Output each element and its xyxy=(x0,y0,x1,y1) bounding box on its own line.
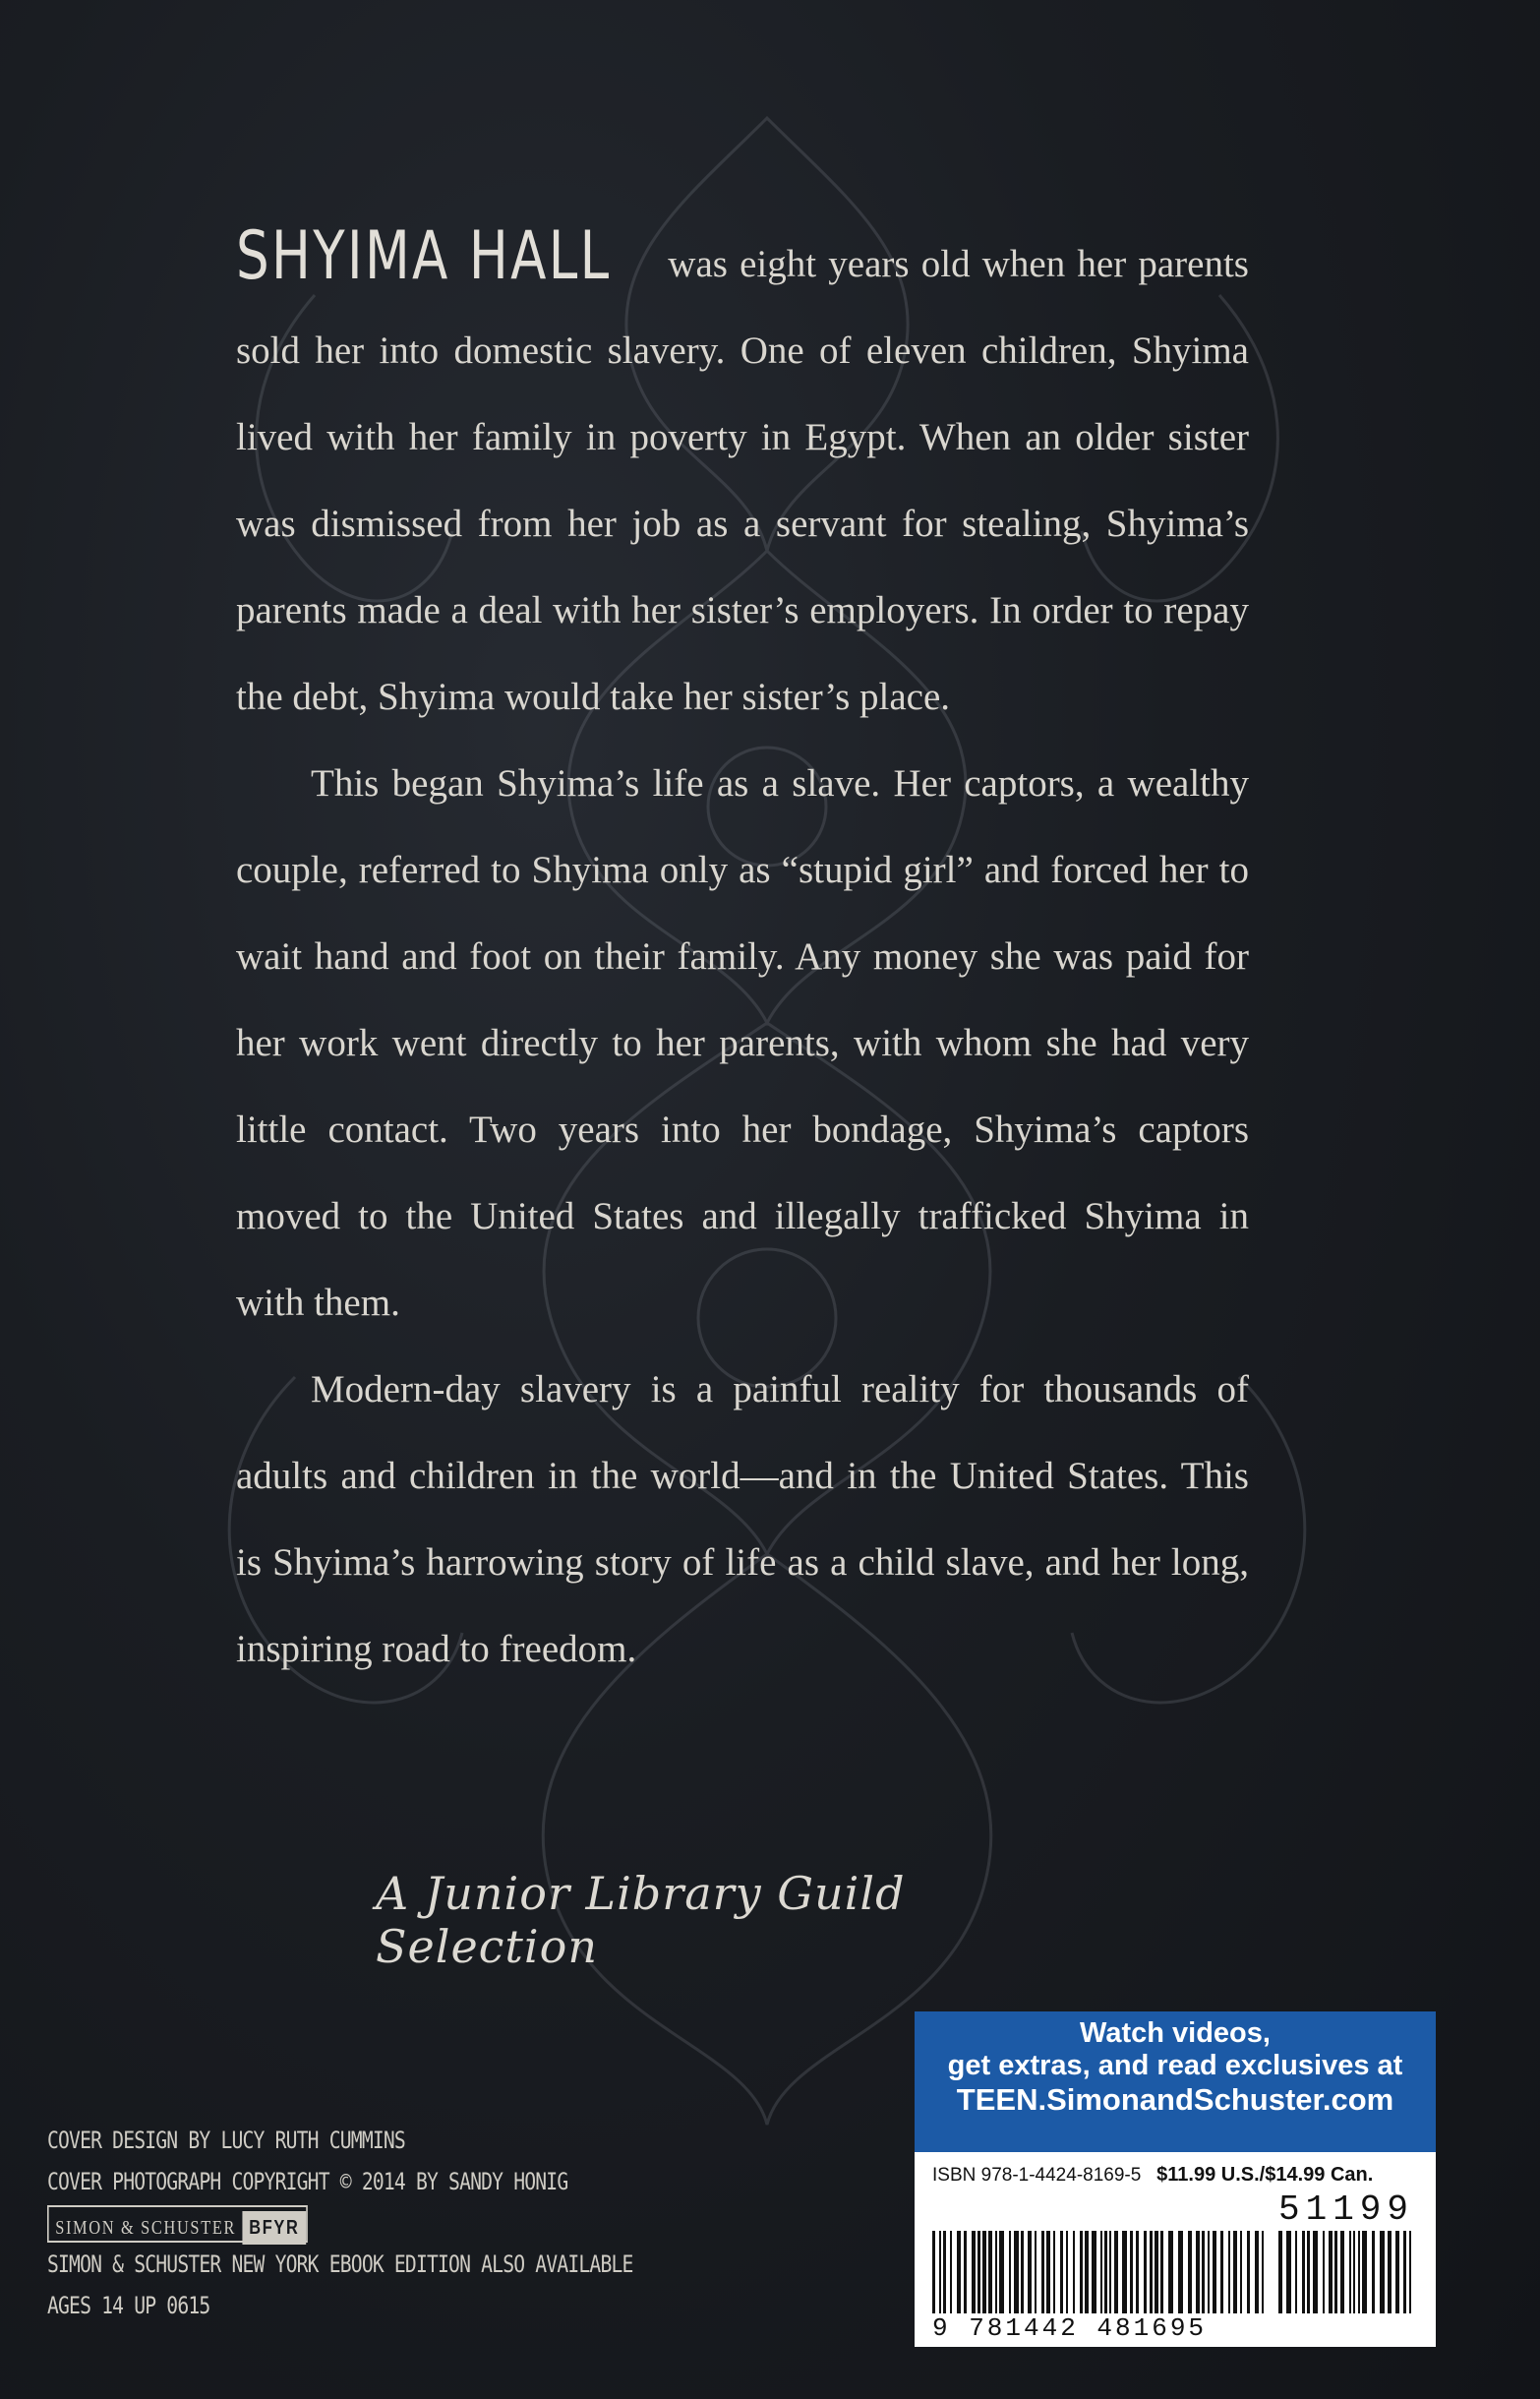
barcode-bar xyxy=(1353,2231,1355,2313)
barcode-bar xyxy=(1307,2231,1310,2313)
isbn-line xyxy=(932,2164,1373,2187)
barcode-bar xyxy=(1035,2231,1037,2313)
barcode-bar xyxy=(1130,2231,1133,2313)
barcode-bar xyxy=(1041,2231,1044,2313)
barcode-box xyxy=(915,2152,1436,2347)
barcode-bar xyxy=(1233,2231,1237,2313)
barcode-bar xyxy=(1323,2231,1325,2313)
ean-digits: 9 781442 481695 xyxy=(932,2313,1208,2343)
barcode-bar xyxy=(1286,2231,1291,2313)
barcode-bar xyxy=(1196,2231,1200,2313)
barcode-bar xyxy=(950,2231,952,2313)
barcode-bar xyxy=(1388,2231,1392,2313)
junior-library-guild-selection: A Junior Library Guild Selection xyxy=(376,1867,906,1973)
barcode-bar xyxy=(1122,2231,1127,2313)
barcode-bar xyxy=(1208,2231,1210,2313)
barcode-bar xyxy=(1213,2231,1216,2313)
paragraph-1-text: was eight years old when her parents sold her into domestic slavery. One of eleven children, Shyima lived with her family in poverty in Egypt. When an older sister was dismissed from her job as a servant for stealing, Shyima’s parents made a deal with her sister’s employers. In order to repay the debt, Shyima would take her sister’s place. xyxy=(236,243,1249,718)
barcode-bar xyxy=(1380,2231,1385,2313)
barcode-bar xyxy=(1313,2231,1318,2313)
barcode-bar xyxy=(972,2231,976,2313)
barcode-bar xyxy=(1329,2231,1333,2313)
barcode-bar xyxy=(1178,2231,1183,2313)
barcode-bar xyxy=(1403,2231,1406,2313)
blurb-paragraph-2: This began Shyima’s life as a slave. Her captors, a wealthy couple, referred to Shyima only as “stupid girl” and forced her to wait hand and foot on their family. Any money she was paid for her work went directly to her parents, with whom she had very little contact. Two years into her bondage, Shyima’s captors moved to the United States and illegally trafficked Shyima in with them. xyxy=(236,762,1249,1324)
publisher-logo xyxy=(47,2202,633,2244)
barcode-bar xyxy=(1334,2231,1337,2313)
subject-name: SHYIMA HALL xyxy=(236,217,612,295)
barcode-bar xyxy=(957,2231,961,2313)
barcode-bar xyxy=(1073,2231,1075,2313)
barcode-bar xyxy=(1409,2231,1411,2313)
barcode-bar xyxy=(1262,2231,1264,2313)
price-text: $11.99 U.S./$14.99 Can. xyxy=(1156,2164,1374,2186)
barcode-bar xyxy=(1247,2231,1250,2313)
barcode-bar xyxy=(977,2231,980,2313)
barcode-bar xyxy=(1028,2231,1032,2313)
barcode-bar xyxy=(1372,2231,1375,2313)
barcode-bar xyxy=(1109,2231,1111,2313)
barcode-bar xyxy=(1014,2231,1019,2313)
barcode-bar xyxy=(1349,2231,1351,2313)
barcode-bar xyxy=(1080,2231,1083,2313)
barcode-bar xyxy=(1021,2231,1024,2313)
barcode-bar xyxy=(1168,2231,1173,2313)
promo-url: TEEN.SimonandSchuster.com xyxy=(956,2082,1394,2117)
barcode-bar xyxy=(1295,2231,1297,2313)
barcode-bar xyxy=(1046,2231,1050,2313)
promo-line-2: get extras, and read exclusives at xyxy=(947,2050,1403,2081)
isbn-number: ISBN 978-1-4424-8169-5 xyxy=(932,2165,1142,2186)
barcode-bar xyxy=(1395,2231,1399,2313)
barcode-bar xyxy=(1362,2231,1367,2313)
barcode-bar xyxy=(1066,2231,1068,2313)
barcode-bar xyxy=(999,2231,1004,2313)
barcode-bar xyxy=(988,2231,992,2313)
barcode-bar xyxy=(1188,2231,1192,2313)
barcode-bar xyxy=(995,2231,997,2313)
barcode-bar xyxy=(1100,2231,1102,2313)
barcode-bar xyxy=(1009,2231,1011,2313)
barcode-bar xyxy=(1104,2231,1107,2313)
barcode-bar xyxy=(1150,2231,1153,2313)
barcode-bar xyxy=(932,2231,935,2313)
barcode-bar xyxy=(1358,2231,1360,2313)
blurb-text xyxy=(236,217,1249,1693)
barcode-bar xyxy=(1060,2231,1063,2313)
barcode-bar xyxy=(943,2231,946,2313)
price-code: 51199 xyxy=(1278,2189,1415,2230)
barcode-bar xyxy=(939,2231,941,2313)
age-line: AGES 14 UP 0615 xyxy=(47,2292,210,2319)
barcode-bar xyxy=(1220,2231,1223,2313)
barcode-bar xyxy=(1340,2231,1344,2313)
cover-design-credit: COVER DESIGN BY LUCY RUTH CUMMINS xyxy=(47,2127,405,2154)
barcode-ean-icon xyxy=(932,2231,1267,2313)
barcode-bar xyxy=(982,2231,986,2313)
barcode-bar xyxy=(1155,2231,1158,2313)
barcode-bar xyxy=(1085,2231,1089,2313)
cover-photo-credit: COVER PHOTOGRAPH COPYRIGHT © 2014 BY SANDY HONIG xyxy=(47,2168,568,2195)
barcode-bar xyxy=(964,2231,967,2313)
barcode-bar xyxy=(1114,2231,1118,2313)
barcode-bar xyxy=(1092,2231,1096,2313)
credits-block xyxy=(47,2120,633,2326)
barcode-bar xyxy=(1255,2231,1259,2313)
barcode-bar xyxy=(1228,2231,1230,2313)
barcode-bar xyxy=(1136,2231,1139,2313)
logo-bfyr: BFYR xyxy=(243,2211,306,2245)
barcode-bar xyxy=(1302,2231,1305,2313)
publisher-line: SIMON & SCHUSTER NEW YORK EBOOK EDITION ALSO AVAILABLE xyxy=(47,2250,633,2278)
blurb-paragraph-1 xyxy=(236,217,1249,741)
promo-sticker xyxy=(915,2011,1436,2152)
barcode-bar xyxy=(1278,2231,1282,2313)
blurb-paragraph-3: Modern-day slavery is a painful reality for thousands of adults and children in the world—and in the United States. This is Shyima’s harrowing story of life as a child slave, and her long, inspiring road to freedom. xyxy=(236,1368,1249,1670)
barcode-price-icon xyxy=(1278,2231,1418,2313)
barcode-bar xyxy=(1240,2231,1242,2313)
barcode-bar xyxy=(1144,2231,1147,2313)
barcode-bar xyxy=(1053,2231,1055,2313)
promo-line-1: Watch videos, xyxy=(1080,2017,1271,2049)
barcode-bar xyxy=(1160,2231,1163,2313)
logo-simon-schuster: SIMON & SCHUSTER xyxy=(55,2217,237,2239)
barcode-bar xyxy=(1202,2231,1205,2313)
